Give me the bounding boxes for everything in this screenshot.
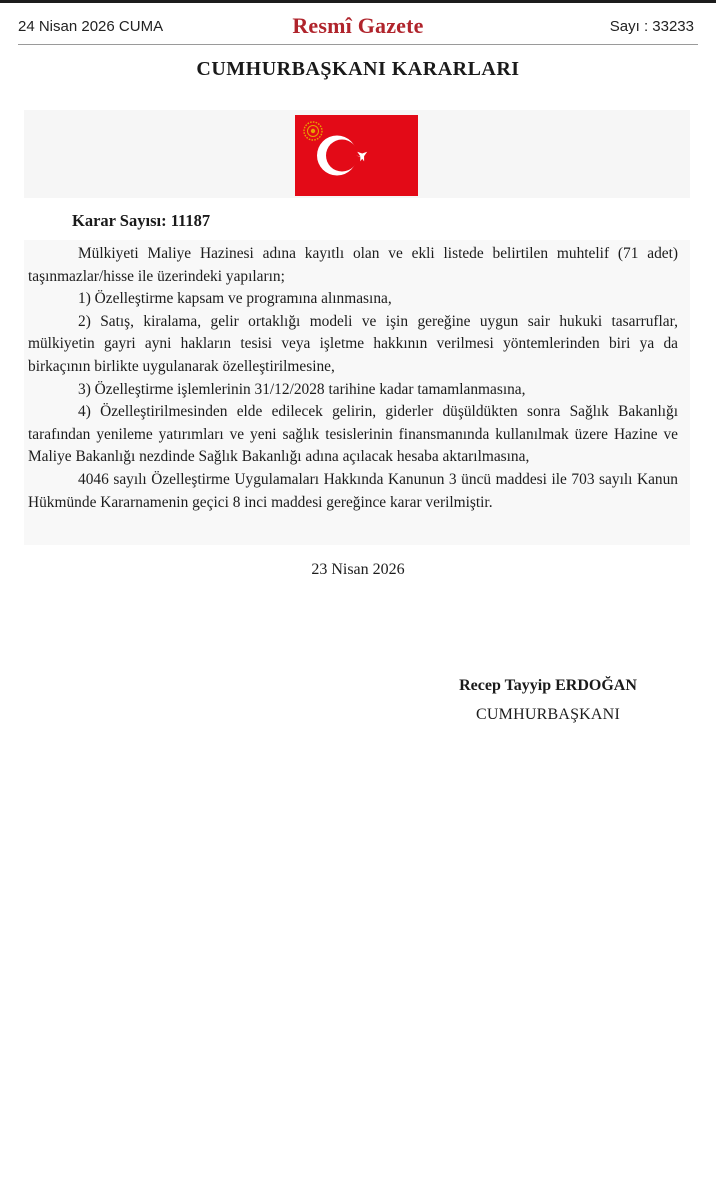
issue-number: Sayı : 33233 <box>609 18 694 35</box>
body-paragraph: Mülkiyeti Maliye Hazinesi adına kayıtlı olan ve ekli listede belirtilen muhtelif (71 adet) taşınmazlar/hisse ile üzerindeki yapıların; <box>28 245 678 285</box>
turkish-flag-icon <box>295 115 418 196</box>
gazette-title: Resmî Gazete <box>292 13 424 38</box>
decision-number: Karar Sayısı: 11187 <box>72 211 211 230</box>
signatory-title: CUMHURBAŞKANI <box>476 706 620 723</box>
decision-body <box>28 243 678 514</box>
top-rule <box>0 0 716 3</box>
signatory-name: Recep Tayyip ERDOĞAN <box>459 677 637 694</box>
body-paragraph: 2) Satış, kiralama, gelir ortaklığı modeli ve işin gereğine uygun sair hukuki tasarruflar, mülkiyetin gayri ayni hakların tesisi veya işletme hakkının verilmesi yöntemlerinden biri ya da birkaçının birlikte uygulanarak özelleştirilmesine, <box>28 312 678 375</box>
issue-date: 24 Nisan 2026 CUMA <box>18 18 164 35</box>
body-paragraph: 4046 sayılı Özelleştirme Uygulamaları Hakkında Kanunun 3 üncü maddesi ile 703 sayılı Kanun Hükmünde Kararnamenin geçici 8 inci maddesi gereğince karar verilmiştir. <box>28 470 678 511</box>
body-paragraph: 3) Özelleştirme işlemlerinin 31/12/2028 tarihine kadar tamamlanmasına, <box>78 380 526 398</box>
body-paragraph: 4) Özelleştirilmesinden elde edilecek gelirin, giderler düşüldükten sonra Sağlık Bakanlığı tarafından yenileme yatırımları ve yeni sağlık tesislerinin finansmanında kullanılmak üzere Hazine ve Maliye Bakanlığı nezdinde Sağlık Bakanlığı adına açılacak hesaba aktarılmasına, <box>28 403 678 466</box>
body-paragraph: 1) Özelleştirme kapsam ve programına alınmasına, <box>78 290 392 308</box>
masthead <box>18 12 698 45</box>
section-title: CUMHURBAŞKANI KARARLARI <box>196 58 520 80</box>
document-date: 23 Nisan 2026 <box>311 561 405 578</box>
